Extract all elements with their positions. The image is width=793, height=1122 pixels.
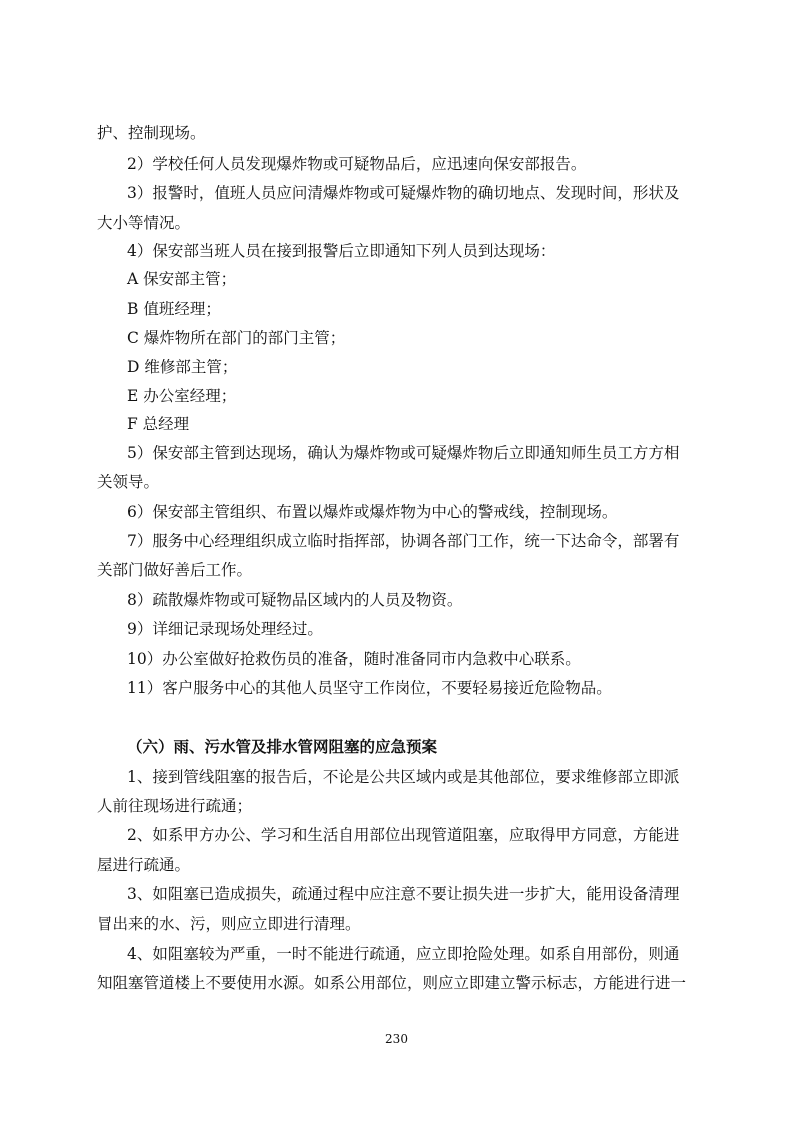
- text-line: 4、如阻塞较为严重，一时不能进行疏通，应立即抢险处理。如系自用部份，则通: [127, 945, 680, 963]
- text-line: 5）保安部主管到达现场，确认为爆炸物或可疑爆炸物后立即通知师生员工方方相: [127, 444, 680, 462]
- text-line: 护、控制现场。: [97, 124, 206, 142]
- section-heading: （六）雨、污水管及排水管网阻塞的应急预案: [127, 737, 438, 756]
- text-line: C 爆炸物所在部门的部门主管；: [127, 329, 346, 347]
- text-line: 11）客户服务中心的其他人员坚守工作岗位，不要轻易接近危险物品。: [127, 679, 612, 697]
- text-line: 8）疏散爆炸物或可疑物品区域内的人员及物资。: [127, 591, 463, 609]
- text-line: 2）学校任何人员发现爆炸物或可疑物品后，应迅速向保安部报告。: [127, 155, 587, 173]
- text-line: 知阻塞管道楼上不要使用水源。如系公用部位，则应立即建立警示标志，方能进行进一: [97, 974, 687, 992]
- text-line: 冒出来的水、污，则应立即进行清理。: [97, 915, 361, 933]
- text-line: 关部门做好善后工作。: [97, 561, 253, 579]
- text-line: 6）保安部主管组织、布置以爆炸或爆炸物为中心的警戒线，控制现场。: [127, 503, 618, 521]
- text-line: 3、如阻塞已造成损失，疏通过程中应注意不要让损失进一步扩大，能用设备清理: [127, 885, 680, 903]
- text-line: A 保安部主管；: [127, 270, 237, 288]
- text-line: 关领导。: [97, 473, 160, 491]
- text-line: 4）保安部当班人员在接到报警后立即通知下列人员到达现场：: [127, 242, 556, 260]
- text-line: 人前往现场进行疏通；: [97, 797, 253, 815]
- page-number: 230: [385, 1032, 408, 1046]
- text-line: 屋进行疏通。: [97, 856, 191, 874]
- text-line: 7）服务中心经理组织成立临时指挥部，协调各部门工作，统一下达命令，部署有: [127, 532, 680, 550]
- text-line: D 维修部主管；: [127, 358, 238, 376]
- text-line: E 办公室经理；: [127, 387, 237, 405]
- text-line: 9）详细记录现场处理经过。: [127, 620, 323, 638]
- text-line: 3）报警时，值班人员应问清爆炸物或可疑爆炸物的确切地点、发现时间，形状及: [127, 184, 680, 202]
- text-line: 2、如系甲方办公、学习和生活自用部位出现管道阻塞，应取得甲方同意，方能进: [127, 826, 680, 844]
- text-line: 大小等情况。: [97, 214, 191, 232]
- text-line: B 值班经理；: [127, 300, 221, 318]
- text-line: 1、接到管线阻塞的报告后，不论是公共区域内或是其他部位，要求维修部立即派: [127, 768, 680, 786]
- text-line: 10）办公室做好抢救伤员的准备，随时准备同市内急救中心联系。: [127, 650, 581, 668]
- text-line: F 总经理: [127, 415, 190, 433]
